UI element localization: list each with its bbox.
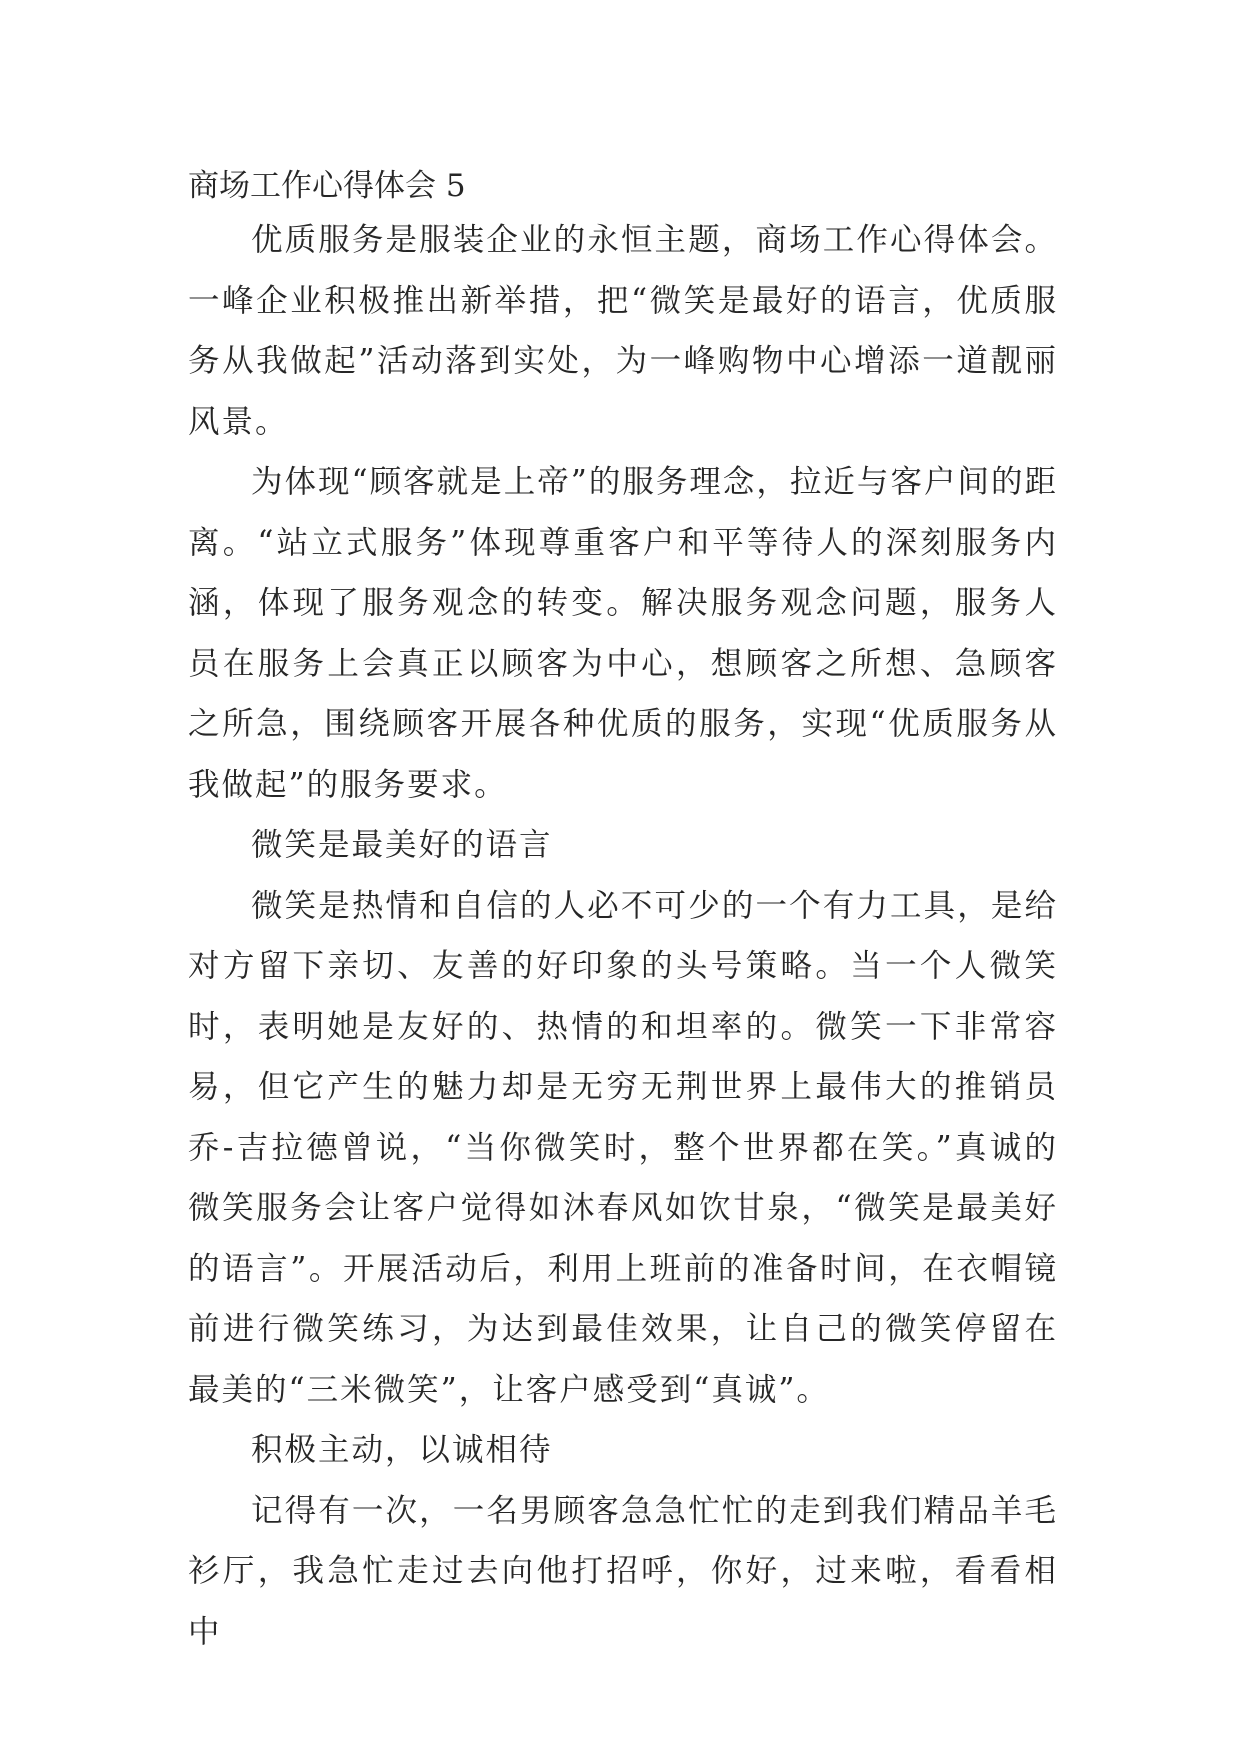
paragraph-intro: 优质服务是服装企业的永恒主题，商场工作心得体会。一峰企业积极推出新举措，把“微笑是最好的语言，优质服务从我做起”活动落到实处，为一峰购物中心增添一道靓丽风景。 xyxy=(188,222,1058,440)
paragraph-service-concept: 为体现“顾客就是上帝”的服务理念，拉近与客户间的距离。“站立式服务”体现尊重客户和平等待人的深刻服务内涵，体现了服务观念的转变。解决服务观念问题，服务人员在服务上会真正以顾客为中心，想顾客之所想、急顾客之所急，围绕顾客开展各种优质的服务，实现“优质服务从我做起”的服务要求。 xyxy=(188,464,1058,803)
paragraph-story: 记得有一次，一名男顾客急急忙忙的走到我们精品羊毛衫厅，我急忙走过去向他打招呼，你好，过来啦，看看相中 xyxy=(188,1492,1058,1650)
paragraph-smile: 微笑是热情和自信的人必不可少的一个有力工具，是给对方留下亲切、友善的好印象的头号策略。当一个人微笑时，表明她是友好的、热情的和坦率的。微笑一下非常容易，但它产生的魅力却是无穷无荆世界上最伟大的推销员乔-吉拉德曾说，“当你微笑时，整个世界都在笑。”真诚的微笑服务会让客户觉得如沐春风如饮甘泉，“微笑是最美好的语言”。开展活动后，利用上班前的准备时间，在衣帽镜前进行微笑练习，为达到最佳效果，让自己的微笑停留在最美的“三米微笑”，让客户感受到“真诚”。 xyxy=(188,887,1058,1408)
section-heading-sincerity: 积极主动，以诚相待 xyxy=(251,1432,553,1468)
section-heading-smile: 微笑是最美好的语言 xyxy=(251,827,553,863)
document-body xyxy=(188,210,1058,1662)
document-title: 商场工作心得体会 5 xyxy=(188,168,466,204)
